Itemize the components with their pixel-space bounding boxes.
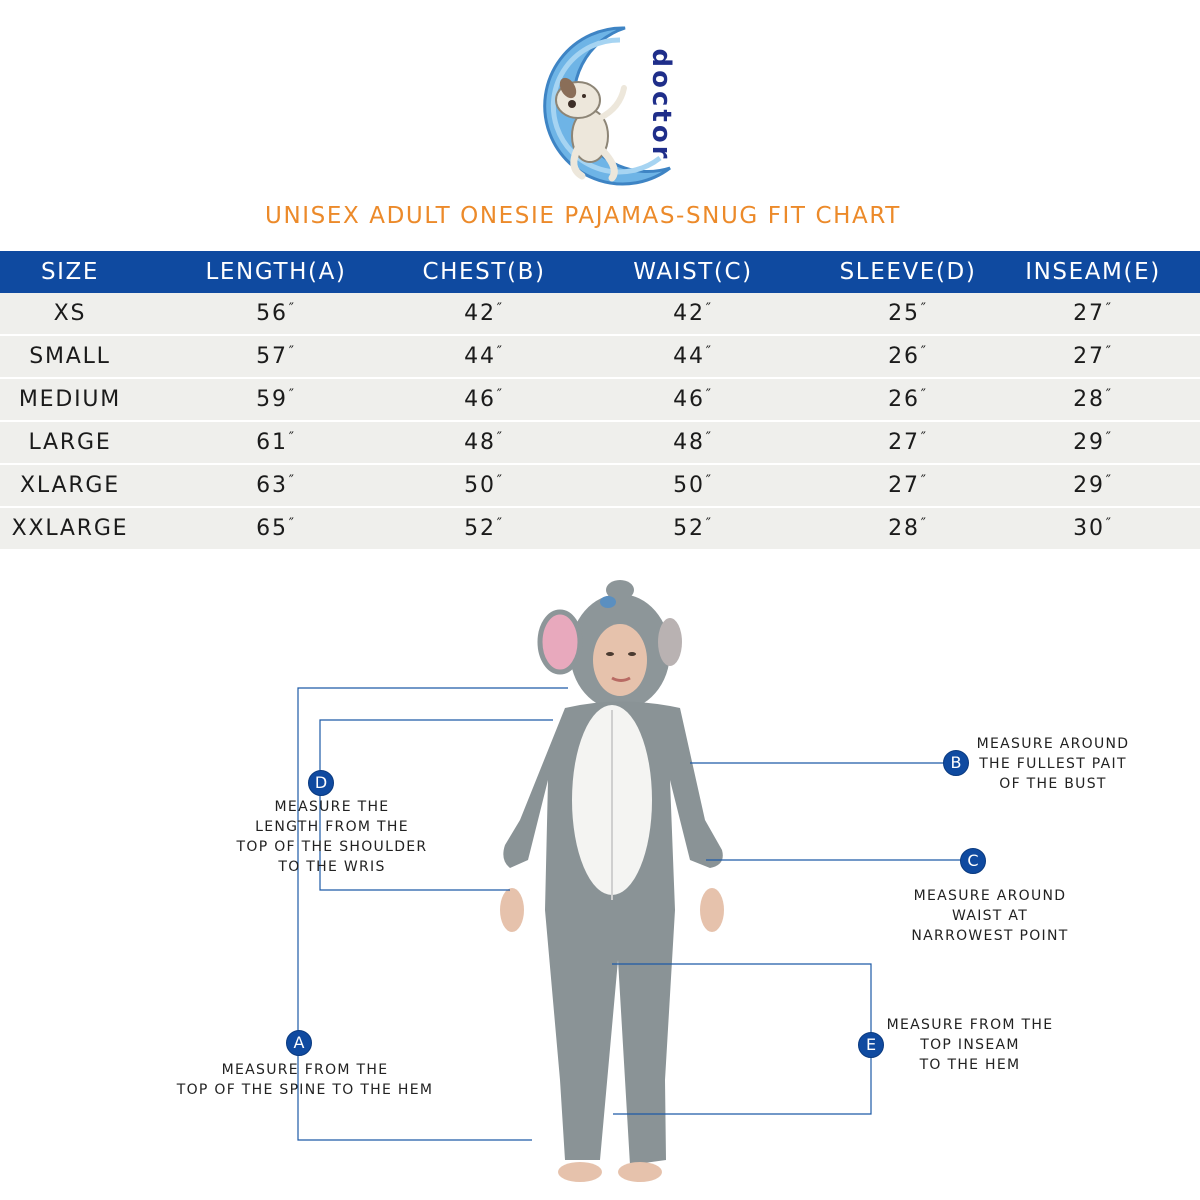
cell-value: 46	[464, 387, 496, 412]
cell-value: 50	[464, 473, 496, 498]
measure-cell	[556, 378, 830, 421]
cell-value: 29	[1073, 473, 1105, 498]
measure-cell	[830, 464, 986, 507]
measure-cell	[412, 464, 556, 507]
measure-cell	[412, 421, 556, 464]
note-B	[958, 734, 1148, 794]
measure-cell	[986, 421, 1200, 464]
inch-mark: ″	[288, 387, 296, 403]
column-header-5: INSEAM(E)	[986, 251, 1200, 293]
inch-mark: ″	[920, 473, 928, 489]
measure-cell	[830, 335, 986, 378]
note-C-line-3: NARROWEST POINT	[911, 928, 1069, 944]
cell-value: 63	[256, 473, 288, 498]
note-D-line-1: MEASURE THE	[274, 799, 390, 815]
note-B-line-2: THE FULLEST PAIT	[979, 756, 1127, 772]
cell-value: 27	[1073, 344, 1105, 369]
inch-mark: ″	[920, 387, 928, 403]
measure-cell	[986, 335, 1200, 378]
measure-cell	[140, 335, 412, 378]
cell-value: 26	[888, 387, 920, 412]
measure-cell	[140, 421, 412, 464]
cell-value: 42	[673, 301, 705, 326]
badge-C: C	[960, 848, 986, 874]
cell-value: 65	[256, 516, 288, 541]
cell-value: 48	[673, 430, 705, 455]
inch-mark: ″	[1105, 516, 1113, 532]
size-cell	[0, 507, 140, 549]
measure-cell	[556, 421, 830, 464]
badge-D: D	[308, 770, 334, 796]
cell-value: 59	[256, 387, 288, 412]
cell-value: 28	[1073, 387, 1105, 412]
cell-value: 26	[888, 344, 920, 369]
logo-brand-mark	[646, 30, 676, 180]
table-row	[0, 464, 1200, 507]
cell-value: 42	[464, 301, 496, 326]
measure-cell	[986, 378, 1200, 421]
badge-B: B	[943, 750, 969, 776]
table-row	[0, 421, 1200, 464]
brand-logo-icon	[520, 18, 710, 193]
cell-value: 44	[673, 344, 705, 369]
note-B-line-1: MEASURE AROUND	[976, 736, 1130, 752]
measure-cell	[830, 378, 986, 421]
column-header-0: SIZE	[0, 251, 140, 293]
inch-mark: ″	[496, 301, 504, 317]
measure-cell	[830, 507, 986, 549]
table-row	[0, 507, 1200, 549]
cell-value: 52	[464, 516, 496, 541]
inch-mark: ″	[705, 387, 713, 403]
table-row	[0, 293, 1200, 335]
cell-value: 27	[888, 473, 920, 498]
cell-value: 27	[1073, 301, 1105, 326]
cell-value: 61	[256, 430, 288, 455]
note-A	[150, 1060, 460, 1100]
note-E-line-2: TOP INSEAM	[920, 1037, 1020, 1053]
table-row	[0, 378, 1200, 421]
inch-mark: ″	[1105, 430, 1113, 446]
inch-mark: ″	[1105, 473, 1113, 489]
inch-mark: ″	[705, 344, 713, 360]
brand-mark-text: doctor	[646, 48, 676, 162]
cell-value: 50	[673, 473, 705, 498]
measure-cell	[830, 421, 986, 464]
inch-mark: ″	[288, 473, 296, 489]
note-E-line-1: MEASURE FROM THE	[886, 1017, 1054, 1033]
measure-cell	[830, 293, 986, 335]
inch-mark: ″	[705, 430, 713, 446]
inch-mark: ″	[705, 516, 713, 532]
note-C-line-1: MEASURE AROUND	[913, 888, 1067, 904]
onesie-figure	[500, 580, 724, 1182]
cell-value: 25	[888, 301, 920, 326]
note-B-line-3: OF THE BUST	[999, 776, 1107, 792]
inch-mark: ″	[920, 344, 928, 360]
inch-mark: ″	[1105, 301, 1113, 317]
chart-title: UNISEX ADULT ONESIE PAJAMAS-SNUG FIT CHART	[265, 203, 901, 229]
note-A-line-1: MEASURE FROM THE	[221, 1062, 389, 1078]
cell-value: 44	[464, 344, 496, 369]
column-header-2: CHEST(B)	[412, 251, 556, 293]
size-cell	[0, 421, 140, 464]
inch-mark: ″	[705, 473, 713, 489]
table-header-row	[0, 251, 1200, 293]
cell-value: SMALL	[29, 344, 111, 369]
cell-value: 29	[1073, 430, 1105, 455]
inch-mark: ″	[1105, 387, 1113, 403]
note-D-line-2: LENGTH FROM THE	[255, 819, 409, 835]
measure-cell	[556, 335, 830, 378]
inch-mark: ″	[288, 430, 296, 446]
inch-mark: ″	[496, 516, 504, 532]
inch-mark: ″	[920, 301, 928, 317]
model-illustration	[0, 560, 1200, 1200]
inch-mark: ″	[288, 344, 296, 360]
size-chart-table	[0, 251, 1200, 549]
badge-A: A	[286, 1030, 312, 1056]
inch-mark: ″	[920, 516, 928, 532]
inch-mark: ″	[920, 430, 928, 446]
cell-value: 48	[464, 430, 496, 455]
cell-value: 28	[888, 516, 920, 541]
note-C-line-2: WAIST AT	[951, 908, 1029, 924]
column-header-4: SLEEVE(D)	[830, 251, 986, 293]
size-cell	[0, 378, 140, 421]
cell-value: MEDIUM	[18, 387, 122, 412]
cell-value: 57	[256, 344, 288, 369]
measure-cell	[556, 507, 830, 549]
measurement-diagram	[0, 560, 1200, 1200]
inch-mark: ″	[496, 344, 504, 360]
note-E	[875, 1015, 1065, 1075]
cell-value: 27	[888, 430, 920, 455]
inch-mark: ″	[496, 430, 504, 446]
cell-value: LARGE	[28, 430, 112, 455]
measure-cell	[556, 464, 830, 507]
note-D-line-3: TOP OF THE SHOULDER	[236, 839, 428, 855]
size-cell	[0, 464, 140, 507]
inch-mark: ″	[288, 516, 296, 532]
measure-cell	[412, 378, 556, 421]
measure-cell	[140, 464, 412, 507]
cell-value: XS	[53, 301, 87, 326]
measure-cell	[986, 464, 1200, 507]
measure-cell	[412, 507, 556, 549]
size-cell	[0, 335, 140, 378]
note-C	[890, 886, 1090, 946]
cell-value: XLARGE	[20, 473, 120, 498]
cell-value: XXLARGE	[11, 516, 129, 541]
column-header-1: LENGTH(A)	[140, 251, 412, 293]
note-A-line-2: TOP OF THE SPINE TO THE HEM	[176, 1082, 434, 1098]
cell-value: 46	[673, 387, 705, 412]
note-D	[222, 797, 442, 877]
size-cell	[0, 293, 140, 335]
cell-value: 30	[1073, 516, 1105, 541]
measure-cell	[412, 293, 556, 335]
cell-value: 56	[256, 301, 288, 326]
inch-mark: ″	[496, 473, 504, 489]
badge-E: E	[858, 1032, 884, 1058]
measure-cell	[986, 293, 1200, 335]
inch-mark: ″	[288, 301, 296, 317]
note-D-line-4: TO THE WRIS	[278, 859, 386, 875]
note-E-line-3: TO THE HEM	[919, 1057, 1021, 1073]
inch-mark: ″	[705, 301, 713, 317]
measure-cell	[556, 293, 830, 335]
measure-cell	[140, 378, 412, 421]
column-header-3: WAIST(C)	[556, 251, 830, 293]
inch-mark: ″	[1105, 344, 1113, 360]
measure-cell	[412, 335, 556, 378]
cell-value: 52	[673, 516, 705, 541]
table-body	[0, 293, 1200, 549]
inch-mark: ″	[496, 387, 504, 403]
table-row	[0, 335, 1200, 378]
measure-cell	[140, 293, 412, 335]
measure-cell	[986, 507, 1200, 549]
measure-cell	[140, 507, 412, 549]
